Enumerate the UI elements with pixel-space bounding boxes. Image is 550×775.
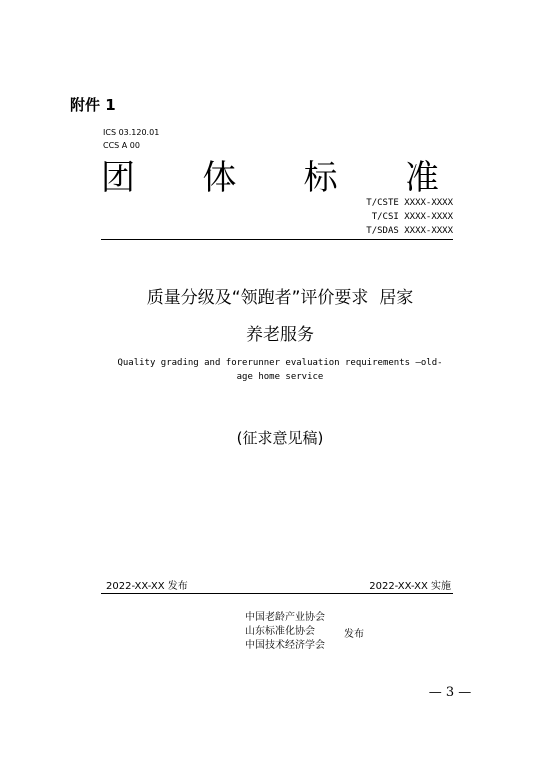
title-zh-line2: 养老服务 [246, 325, 314, 345]
footer-divider [101, 593, 453, 594]
page-number: — 3 — [428, 685, 472, 700]
standard-code: T/CSI XXXX-XXXX [371, 212, 453, 222]
standard-type-title [101, 158, 439, 198]
standard-type-char: 准 [404, 158, 439, 198]
implement-date: 2022-XX-XX 实施 [369, 581, 451, 592]
publisher-name: 中国技术经济学会 [245, 640, 325, 651]
ccs-code: CCS A 00 [103, 141, 140, 150]
title-zh-line1: 质量分级及“领跑者”评价要求 居家 [146, 288, 414, 308]
publisher-list [245, 611, 325, 653]
title-en: Quality grading and forerunner evaluation requirements —old-age home service [117, 358, 443, 382]
draft-label: (征求意见稿) [236, 429, 324, 447]
publisher-name: 中国老龄产业协会 [245, 612, 325, 623]
header-divider [101, 239, 453, 240]
standard-codes [366, 196, 453, 238]
publish-date: 2022-XX-XX 发布 [106, 581, 188, 592]
publisher-name: 山东标准化协会 [245, 626, 315, 637]
standard-type-char: 团 [101, 158, 135, 198]
classification-codes [103, 126, 159, 152]
standard-code: T/SDAS XXXX-XXXX [366, 226, 453, 236]
standard-type-char: 体 [202, 158, 237, 198]
standard-code: T/CSTE XXXX-XXXX [366, 198, 453, 208]
publish-action: 发布 [344, 629, 364, 640]
ics-code: ICS 03.120.01 [103, 128, 160, 137]
attachment-label: 附件 1 [70, 96, 116, 114]
standard-type-char: 标 [303, 158, 338, 198]
